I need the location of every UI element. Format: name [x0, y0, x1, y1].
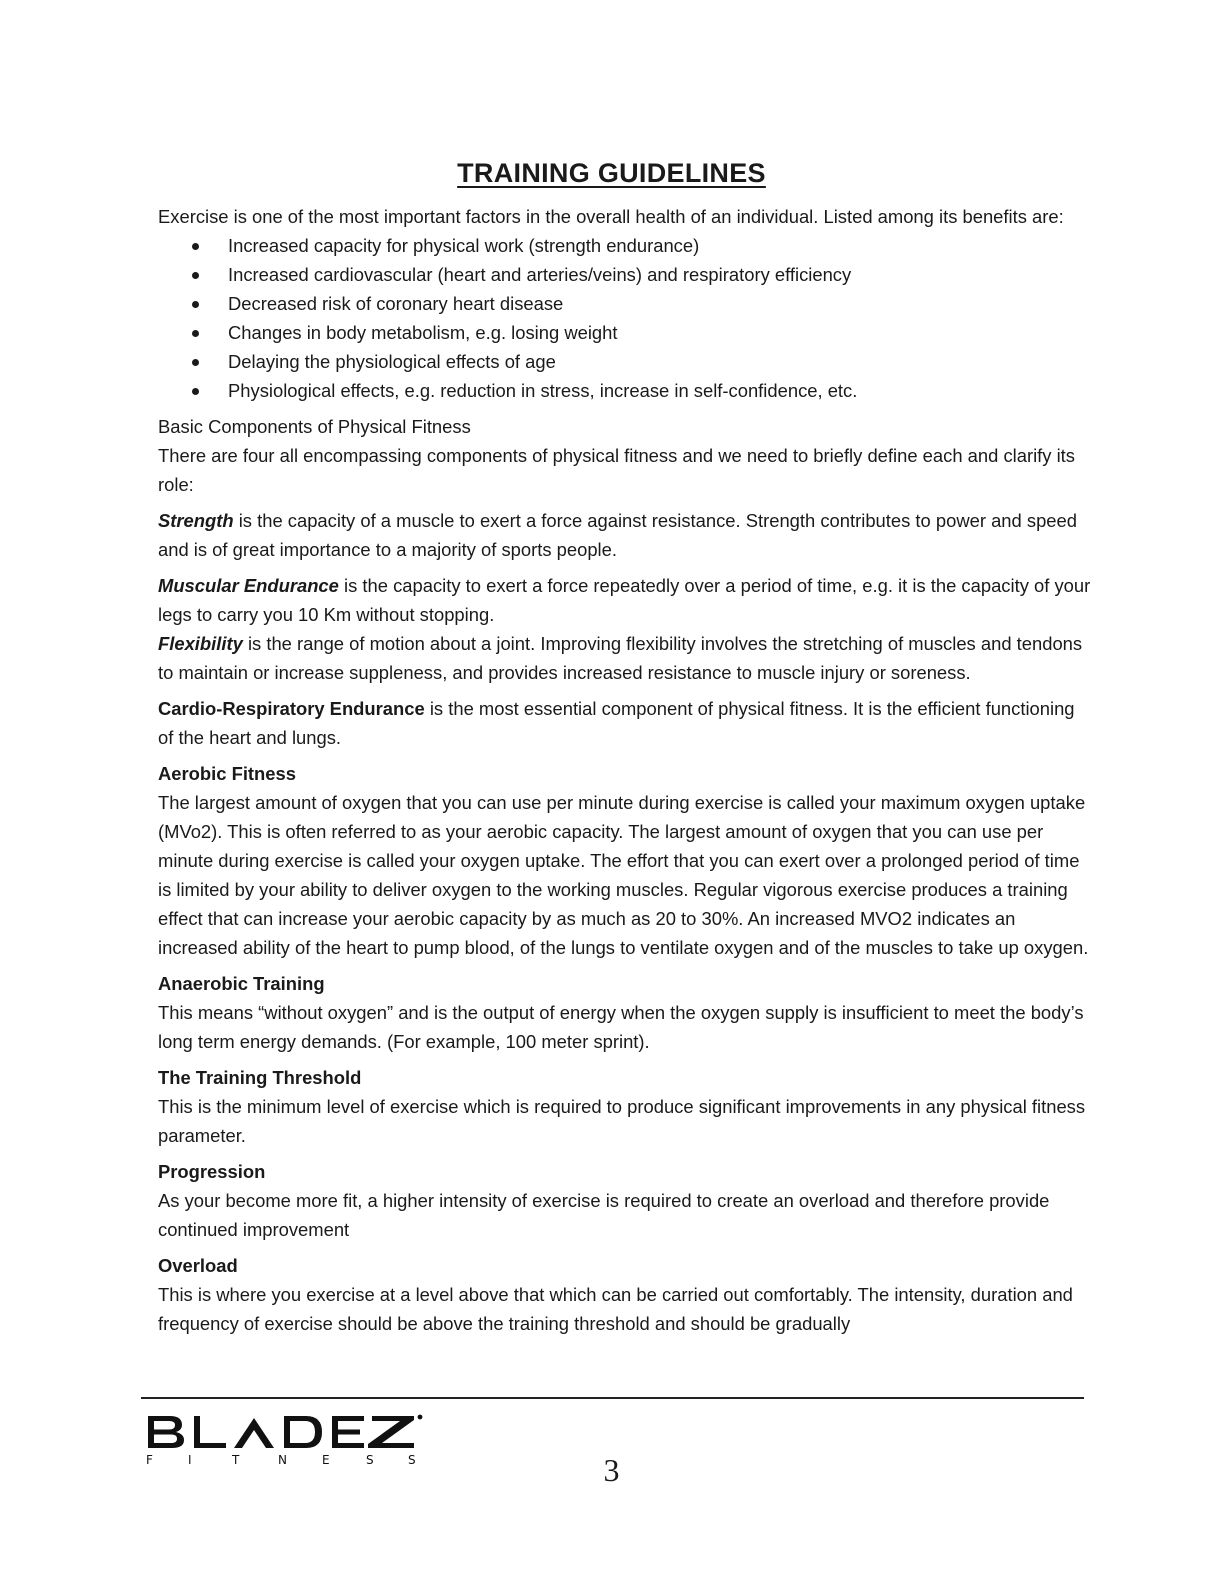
bullet-icon: [192, 388, 199, 395]
strength-term: Strength: [158, 510, 234, 531]
anaerobic-paragraph: This means “without oxygen” and is the output of energy when the oxygen supply is insufficient to meet the body’s long term energy demands. (For example, 100 meter sprint).: [158, 1002, 1084, 1052]
list-item-text: Changes in body metabolism, e.g. losing weight: [228, 322, 618, 343]
flexibility-text: is the range of motion about a joint. Improving flexibility involves the stretching of muscles and tendons to maintain or increase suppleness, and provides increased resistance to muscle injury or soreness.: [158, 633, 1083, 683]
anaerobic-heading: Anaerobic Training: [158, 973, 325, 994]
components-paragraph: There are four all encompassing components of physical fitness and we need to briefly define each and clarify its role:: [158, 445, 1075, 495]
cardio-paragraph: [158, 694, 1093, 752]
strength-paragraph: [158, 506, 1093, 564]
bullet-icon: [192, 359, 199, 366]
list-item-text: Increased cardiovascular (heart and arteries/veins) and respiratory efficiency: [228, 264, 852, 285]
list-item: [158, 376, 1093, 405]
svg-text:T: T: [232, 1453, 240, 1467]
aerobic-paragraph: The largest amount of oxygen that you can use per minute during exercise is called your maximum oxygen uptake (MVo2). This is often referred to as your aerobic capacity. The largest amount of oxygen that you can use per minute during exercise is called your oxygen uptake. The effort that you can exert over a prolonged period of time is limited by your ability to deliver oxygen to the working muscles. Regular vigorous exercise produces a training effect that can increase your aerobic capacity by as much as 20 to 30%. An increased MVO2 indicates an increased ability of the heart to pump blood, of the lungs to ventilate oxygen and of the muscles to take up oxygen.: [158, 792, 1089, 958]
svg-text:I: I: [188, 1453, 192, 1467]
muscular-endurance-text: is the capacity to exert a force repeatedly over a period of time, e.g. it is the capacity of your legs to carry you 10 Km without stopping.: [158, 575, 1091, 625]
footer-divider: [141, 1397, 1084, 1399]
list-item: [158, 231, 1093, 260]
components-heading: Basic Components of Physical Fitness: [158, 416, 471, 437]
document-body: [158, 202, 1093, 1345]
threshold-heading: The Training Threshold: [158, 1067, 362, 1088]
bullet-icon: [192, 243, 199, 250]
flexibility-paragraph: [158, 629, 1093, 687]
flexibility-term: Flexibility: [158, 633, 243, 654]
svg-text:S: S: [408, 1453, 416, 1467]
list-item-text: Increased capacity for physical work (strength endurance): [228, 235, 700, 256]
muscular-endurance-paragraph: [158, 571, 1093, 629]
cardio-term: Cardio-Respiratory Endurance: [158, 698, 425, 719]
overload-heading: Overload: [158, 1255, 238, 1276]
aerobic-heading: Aerobic Fitness: [158, 763, 296, 784]
threshold-paragraph: This is the minimum level of exercise which is required to produce significant improvements in any physical fitness parameter.: [158, 1096, 1086, 1146]
cardio-text: is the most essential component of physical fitness. It is the efficient functioning of the heart and lungs.: [158, 698, 1075, 748]
bullet-icon: [192, 330, 199, 337]
svg-text:F: F: [146, 1453, 153, 1467]
bullet-icon: [192, 272, 199, 279]
svg-text:S: S: [366, 1453, 374, 1467]
list-item: [158, 318, 1093, 347]
overload-paragraph: This is where you exercise at a level above that which can be carried out comfortably. The intensity, duration and frequency of exercise should be above the training threshold and should be gradually: [158, 1284, 1073, 1334]
progression-paragraph: As your become more fit, a higher intensity of exercise is required to create an overload and therefore provide continued improvement: [158, 1190, 1050, 1240]
page-number: 3: [603, 1452, 620, 1488]
list-item: [158, 347, 1093, 376]
list-item: [158, 289, 1093, 318]
list-item-text: Delaying the physiological effects of age: [228, 351, 556, 372]
bullet-icon: [192, 301, 199, 308]
intro-paragraph: Exercise is one of the most important factors in the overall health of an individual. Listed among its benefits are:: [158, 206, 1064, 227]
list-item-text: Physiological effects, e.g. reduction in stress, increase in self-confidence, etc.: [228, 380, 858, 401]
muscular-endurance-term: Muscular Endurance: [158, 575, 339, 596]
svg-text:E: E: [322, 1453, 330, 1467]
progression-heading: Progression: [158, 1161, 266, 1182]
page-title: TRAINING GUIDELINES: [457, 158, 766, 188]
list-item-text: Decreased risk of coronary heart disease: [228, 293, 564, 314]
benefits-list: [158, 231, 1093, 405]
svg-text:N: N: [278, 1453, 287, 1467]
list-item: [158, 260, 1093, 289]
strength-text: is the capacity of a muscle to exert a force against resistance. Strength contributes to power and speed and is of great importance to a majority of sports people.: [158, 510, 1077, 560]
